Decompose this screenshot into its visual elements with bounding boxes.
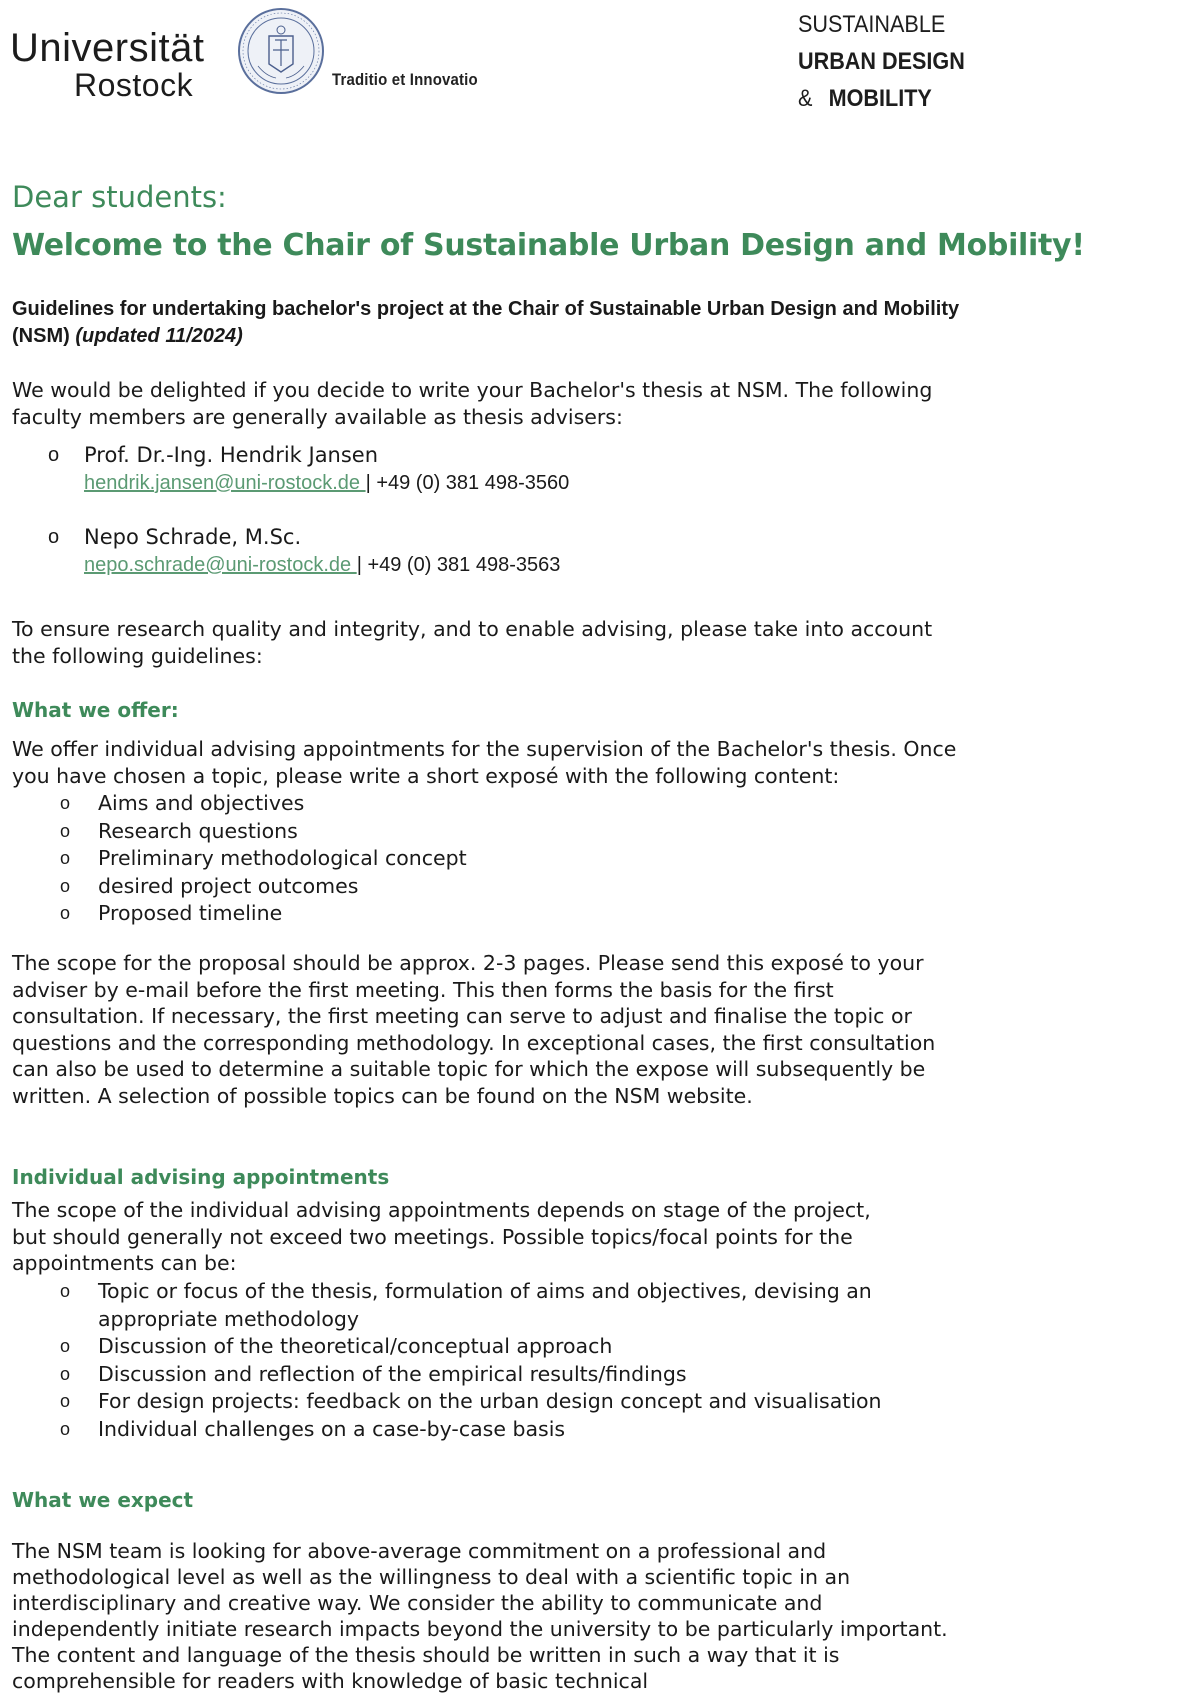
advising-paragraph: The scope of the individual advising appointments depends on stage of the project, but should generally not exceed two meetings. Possible topics/focal points for the appointments can be: — [12, 1198, 871, 1275]
adviser-email-link[interactable]: nepo.schrade@uni-rostock.de — [84, 554, 357, 576]
list-item: o Research questions — [60, 818, 467, 846]
page-title: Welcome to the Chair of Sustainable Urban Design and Mobility! — [12, 228, 1085, 263]
list-item: o Discussion of the theoretical/conceptual approach — [60, 1333, 980, 1361]
chair-logo — [798, 6, 983, 117]
list-item: o Aims and objectives — [60, 790, 467, 818]
university-name-line1: Universität — [10, 26, 205, 70]
ensure-paragraph: To ensure research quality and integrity, and to enable advising, please take into account the following guidelines: — [12, 617, 933, 668]
chair-logo-mobility: MOBILITY — [828, 85, 932, 112]
guidelines-updated: (updated 11/2024) — [75, 325, 243, 347]
list-item: o Preliminary methodological concept — [60, 845, 467, 873]
adviser-email-link[interactable]: hendrik.jansen@uni-rostock.de — [84, 472, 366, 494]
chair-logo-line1: SUSTAINABLE — [798, 11, 946, 38]
advising-heading: Individual advising appointments — [12, 1165, 390, 1189]
university-name-line2: Rostock — [74, 67, 194, 103]
list-item: o desired project outcomes — [60, 873, 467, 901]
adviser-contact — [84, 470, 569, 497]
list-item: o Proposed timeline — [60, 900, 467, 928]
guidelines-title — [12, 296, 972, 350]
adviser-phone: | +49 (0) 381 498-3560 — [365, 472, 570, 494]
adviser-name: Prof. Dr.-Ing. Hendrik Jansen — [84, 443, 379, 467]
chair-logo-ampersand: & — [798, 85, 813, 112]
bullet-icon: o — [48, 444, 60, 466]
adviser-name: Nepo Schrade, M.Sc. — [84, 525, 302, 549]
expect-heading: What we expect — [12, 1488, 194, 1512]
intro-paragraph: We would be delighted if you decide to write your Bachelor's thesis at NSM. The following faculty members are generally available as thesis advisers: — [12, 378, 933, 429]
adviser-contact — [84, 552, 560, 579]
list-item: o Topic or focus of the thesis, formulation of aims and objectives, devising an appropriate methodology — [60, 1278, 958, 1333]
list-item: o Individual challenges on a case-by-case basis — [60, 1416, 980, 1444]
guidelines-title-text: Guidelines for undertaking bachelor's project at the Chair of Sustainable Urban Design and Mobility (NSM) — [12, 298, 960, 347]
expose-content-list — [60, 790, 467, 928]
bullet-icon: o — [48, 526, 60, 548]
scope-paragraph: The scope for the proposal should be approx. 2-3 pages. Please send this exposé to your adviser by e-mail before the first meeting. This then forms the basis for the first consultation. If necessary, the first meeting can serve to adjust and finalise the topic or questions and the corresponding methodology. In exceptional cases, the first consultation can also be used to determine a suitable topic for which the expose will subsequently be written. A selection of possible topics can be found on the NSM website. — [12, 951, 936, 1108]
greeting: Dear students: — [12, 180, 227, 214]
advising-topics-list — [60, 1278, 980, 1443]
adviser-phone: | +49 (0) 381 498-3563 — [356, 554, 561, 576]
offer-heading: What we offer: — [12, 698, 179, 722]
list-item: o Discussion and reflection of the empirical results/findings — [60, 1361, 980, 1389]
chair-logo-line2: URBAN DESIGN — [798, 48, 965, 75]
expect-paragraph: The NSM team is looking for above-average commitment on a professional and methodological level as well as the willingness to deal with a scientific topic in an interdisciplinary and creative way. We consider the ability to communicate and independently initiate research impacts beyond the university to be particularly important. The content and language of the thesis should be written in such a way that it is comprehensible for readers with knowledge of basic technical — [12, 1539, 948, 1693]
offer-paragraph: We offer individual advising appointments for the supervision of the Bachelor's thesis. Once you have chosen a topic, please write a short exposé with the following content: — [12, 737, 957, 788]
motto: Traditio et Innovatio — [332, 70, 478, 89]
chair-logo-line3 — [798, 80, 965, 117]
university-seal-icon — [236, 6, 326, 96]
list-item: o For design projects: feedback on the urban design concept and visualisation — [60, 1388, 980, 1416]
university-wordmark — [10, 28, 204, 101]
